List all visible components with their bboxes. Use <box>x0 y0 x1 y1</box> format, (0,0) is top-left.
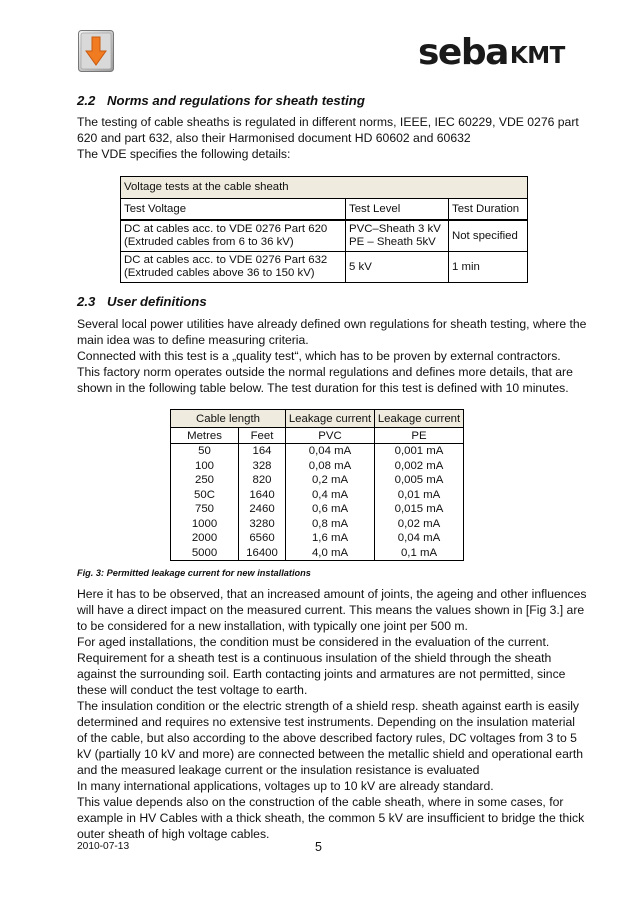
table-row <box>171 444 464 459</box>
text-line: will have a direct impact on the measured current. This means the values shown in [Fig 3.] are <box>77 603 585 617</box>
table-cell: 1640 <box>239 488 286 503</box>
table-cell: 3280 <box>239 517 286 532</box>
table-header-row <box>121 199 528 221</box>
table-cell: 0,015 mA <box>375 502 464 517</box>
paragraph-user-definitions <box>77 316 587 396</box>
table-cell <box>346 220 449 252</box>
table-cell: Not specified <box>449 220 528 252</box>
table-cell: 5 kV <box>346 252 449 283</box>
brand-main: seba <box>418 32 508 73</box>
column-header: Leakage current <box>375 410 464 428</box>
footer-date: 2010-07-13 <box>77 841 130 852</box>
paragraph-observations <box>77 586 587 842</box>
table-cell: 0,01 mA <box>375 488 464 503</box>
vde-voltage-table <box>120 176 528 283</box>
table-cell: 0,1 mA <box>375 546 464 561</box>
table-cell: 328 <box>239 459 286 474</box>
table-row <box>171 517 464 532</box>
table-cell: 16400 <box>239 546 286 561</box>
table-cell: 2000 <box>171 531 239 546</box>
page-number: 5 <box>315 840 322 854</box>
section-number: 2.3 <box>77 294 96 309</box>
text-line: determined and requires no extensive test instruments. Depending on the insulation material <box>77 715 575 729</box>
table-cell: 50 <box>171 444 239 459</box>
text-line: main idea was to define measuring criteria. <box>77 333 309 347</box>
table-row <box>171 531 464 546</box>
column-header: Leakage current <box>286 410 375 428</box>
column-header: Test Duration <box>449 199 528 221</box>
text-line: In many international applications, voltages up to 10 kV are already standard. <box>77 779 494 793</box>
table-cell <box>121 220 346 252</box>
text-line: against the surrounding soil. Earth contacting joints and armatures are not permitted, since <box>77 667 566 681</box>
table-cell: 0,2 mA <box>286 473 375 488</box>
table-cell: 750 <box>171 502 239 517</box>
table-units-row <box>171 428 464 444</box>
table-cell: 0,08 mA <box>286 459 375 474</box>
text-line: shown in the following table below. The test duration for this test is defined with 10 minutes. <box>77 381 569 395</box>
text-line: example in HV Cables with a thick sheath, the common 5 kV are insufficient to bridge the thick <box>77 811 585 825</box>
cell-line: PVC–Sheath 3 kV <box>349 223 441 235</box>
section-title: Norms and regulations for sheath testing <box>107 93 365 108</box>
text-line: For aged installations, the condition must be considered in the evaluation of the current. <box>77 635 550 649</box>
table-cell: 0,04 mA <box>286 444 375 459</box>
text-line: outer sheath of high voltage cables. <box>77 827 270 841</box>
text-line: these will conduct the test voltage to earth. <box>77 683 308 697</box>
leakage-current-table <box>170 409 464 561</box>
table-cell: 4,0 mA <box>286 546 375 561</box>
download-arrow-icon <box>78 30 114 72</box>
table-row <box>171 473 464 488</box>
text-line: The VDE specifies the following details: <box>77 147 291 161</box>
column-header: Cable length <box>171 410 286 428</box>
column-unit: PVC <box>286 428 375 444</box>
table-cell: 50C <box>171 488 239 503</box>
table-cell: 100 <box>171 459 239 474</box>
table-cell: 0,4 mA <box>286 488 375 503</box>
table-cell <box>121 252 346 283</box>
table-row <box>171 488 464 503</box>
table-cell: 0,005 mA <box>375 473 464 488</box>
table-cell: 164 <box>239 444 286 459</box>
cell-line: DC at cables acc. to VDE 0276 Part 632 <box>124 254 328 266</box>
section-title: User definitions <box>107 294 207 309</box>
table-header-row <box>171 410 464 428</box>
text-line: Requirement for a sheath test is a continuous insulation of the shield through the sheath <box>77 651 552 665</box>
table-title: Voltage tests at the cable sheath <box>121 177 528 199</box>
table-title-row <box>121 177 528 199</box>
table-cell: 250 <box>171 473 239 488</box>
paragraph-norms <box>77 114 577 162</box>
table-cell: 0,02 mA <box>375 517 464 532</box>
text-line: The insulation condition or the electric strength of a shield resp. sheath against earth is easily <box>77 699 580 713</box>
table-row <box>171 502 464 517</box>
table-row <box>121 220 528 252</box>
table-cell: 1000 <box>171 517 239 532</box>
text-line: 620 and part 632, also their Harmonised document HD 60602 and 60632 <box>77 131 471 145</box>
text-line: kV (partially 10 kV and more) are connected between the metallic shield and operational earth <box>77 747 584 761</box>
table-cell: 6560 <box>239 531 286 546</box>
text-line: The testing of cable sheaths is regulated in different norms, IEEE, IEC 60229, VDE 0276 part <box>77 115 579 129</box>
column-header: Test Voltage <box>121 199 346 221</box>
text-line: Here it has to be observed, that an increased amount of joints, the ageing and other influences <box>77 587 587 601</box>
table-row <box>171 459 464 474</box>
text-line: This value depends also on the construction of the cable sheath, where in some cases, for <box>77 795 564 809</box>
table-cell: 0,8 mA <box>286 517 375 532</box>
table-cell: 0,6 mA <box>286 502 375 517</box>
text-line: This factory norm operates outside the normal regulations and defines more details, that are <box>77 365 573 379</box>
brand-logo <box>418 34 565 72</box>
text-line: to be considered for a new installation, with typically one joint per 500 m. <box>77 619 468 633</box>
column-unit: Metres <box>171 428 239 444</box>
text-line: Several local power utilities have already defined own regulations for sheath testing, where the <box>77 317 587 331</box>
text-line: Connected with this test is a „quality test“, which has to be proven by external contractors. <box>77 349 561 363</box>
table-cell: 0,002 mA <box>375 459 464 474</box>
table-cell: 0,001 mA <box>375 444 464 459</box>
section-heading-norms <box>77 93 365 108</box>
table-cell: 1 min <box>449 252 528 283</box>
cell-line: (Extruded cables from 6 to 36 kV) <box>124 236 294 248</box>
table-cell: 0,04 mA <box>375 531 464 546</box>
cell-line: DC at cables acc. to VDE 0276 Part 620 <box>124 223 328 235</box>
column-unit: PE <box>375 428 464 444</box>
cell-line: PE – Sheath 5kV <box>349 236 436 248</box>
brand-suffix: KMT <box>509 43 565 69</box>
column-header: Test Level <box>346 199 449 221</box>
table-cell: 2460 <box>239 502 286 517</box>
cell-line: (Extruded cables above 36 to 150 kV) <box>124 267 315 279</box>
text-line: and the measured leakage current or the insulation resistance is evaluated <box>77 763 480 777</box>
section-heading-user-definitions <box>77 294 207 309</box>
table-row <box>121 252 528 283</box>
figure-caption: Fig. 3: Permitted leakage current for new installations <box>77 568 311 578</box>
table-cell: 5000 <box>171 546 239 561</box>
table-cell: 1,6 mA <box>286 531 375 546</box>
column-unit: Feet <box>239 428 286 444</box>
table-cell: 820 <box>239 473 286 488</box>
section-number: 2.2 <box>77 93 96 108</box>
text-line: of the cable, but also according to the above described factory rules, DC voltages from 3 to 5 <box>77 731 577 745</box>
table-row <box>171 546 464 561</box>
